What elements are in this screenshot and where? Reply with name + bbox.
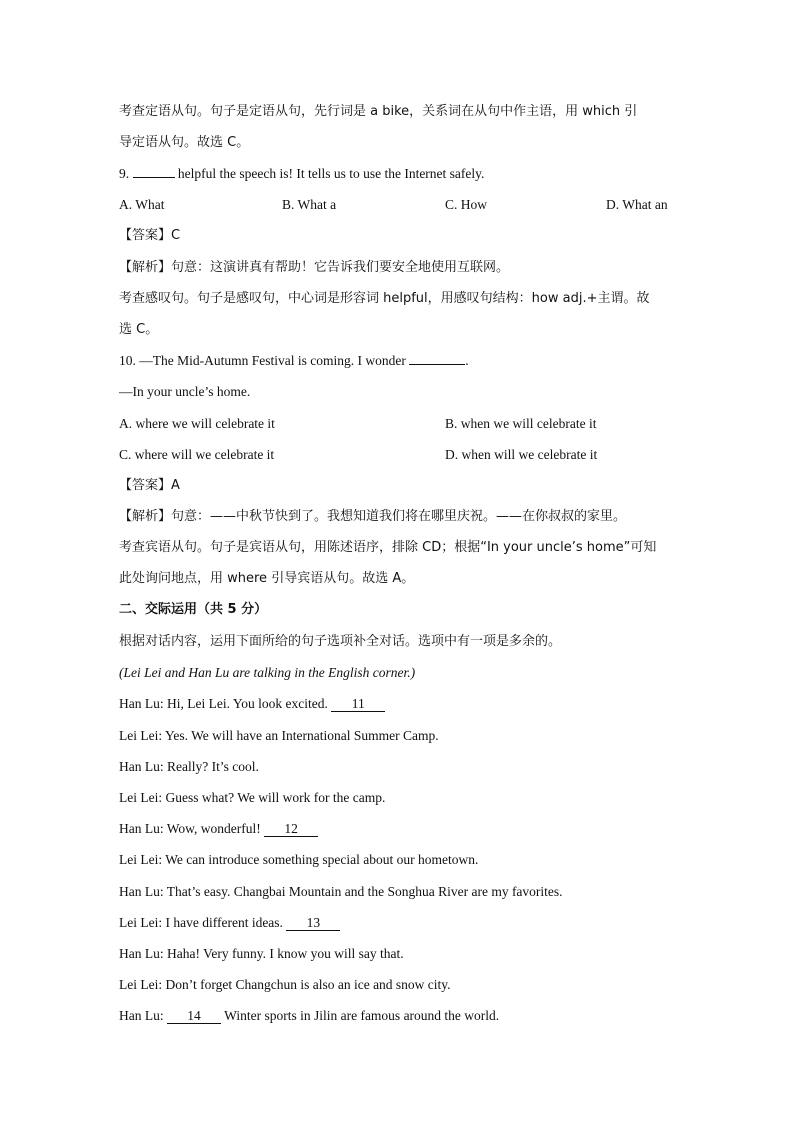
utterance: Guess what? We will work for the camp. xyxy=(165,790,386,805)
utterance: Haha! Very funny. I know you will say that. xyxy=(167,946,404,961)
dialogue-line-10 xyxy=(119,974,675,996)
question-9-analysis-1: 【解析】句意：这演讲真有帮助！它告诉我们要安全地使用互联网。 xyxy=(119,260,510,275)
speaker: Han Lu: xyxy=(119,759,164,774)
question-10-reply: —In your uncle’s home. xyxy=(119,384,251,399)
question-9-analysis-3: 选 C。 xyxy=(119,322,159,337)
blank-11: 11 xyxy=(331,697,385,712)
dialogue-line-4 xyxy=(119,787,675,809)
speaker: Lei Lei: xyxy=(119,790,163,805)
section-title: 二、交际运用（共 5 分） xyxy=(119,602,268,617)
dialogue-setting: (Lei Lei and Han Lu are talking in the English corner.) xyxy=(119,665,416,680)
speaker: Han Lu: xyxy=(119,821,164,836)
option-d: D. when will we celebrate it xyxy=(445,447,598,462)
prev-analysis-line-1: 考查定语从句。句子是定语从句，先行词是 a bike，关系词在从句中作主语，用 which 引 xyxy=(119,104,638,119)
question-9-number: 9. xyxy=(119,166,130,181)
utterance: We can introduce something special about our hometown. xyxy=(165,852,479,867)
speaker: Han Lu: xyxy=(119,696,164,711)
option-a: A. where we will celebrate it xyxy=(119,416,275,431)
option-b: B. What a xyxy=(282,197,337,212)
dialogue-line-5 xyxy=(119,818,675,840)
option-c: C. How xyxy=(445,197,488,212)
dialogue-line-1 xyxy=(119,693,675,715)
option-d: D. What an xyxy=(606,197,668,212)
utterance: Hi, Lei Lei. You look excited. xyxy=(167,696,328,711)
utterance: That’s easy. Changbai Mountain and the Songhua River are my favorites. xyxy=(166,884,563,899)
utterance: Don’t forget Changchun is also an ice and snow city. xyxy=(165,977,451,992)
utterance: Really? It’s cool. xyxy=(167,759,259,774)
dialogue-line-3 xyxy=(119,756,675,778)
option-c: C. where will we celebrate it xyxy=(119,447,275,462)
question-10 xyxy=(119,350,675,372)
dialogue-line-8 xyxy=(119,912,675,934)
question-10-analysis-3: 此处询问地点，用 where 引导宾语从句。故选 A。 xyxy=(119,571,415,586)
speaker: Lei Lei: xyxy=(119,915,163,930)
question-9-options xyxy=(119,194,675,216)
speaker: Han Lu: xyxy=(119,946,164,961)
question-9-answer: 【答案】C xyxy=(119,228,181,243)
dialogue-line-6 xyxy=(119,849,675,871)
utterance: I have different ideas. xyxy=(165,915,283,930)
dialogue-line-2 xyxy=(119,725,675,747)
blank-12: 12 xyxy=(264,822,318,837)
blank-14: 14 xyxy=(167,1009,221,1024)
dialogue-line-9 xyxy=(119,943,675,965)
question-10-analysis-1: 【解析】句意：——中秋节快到了。我想知道我们将在哪里庆祝。——在你叔叔的家里。 xyxy=(119,509,627,524)
question-10-analysis-2: 考查宾语从句。句子是宾语从句，用陈述语序，排除 CD；根据“In your uncle’s home”可知 xyxy=(119,540,657,555)
question-9-text: helpful the speech is! It tells us to use the Internet safely. xyxy=(174,166,485,181)
question-10-options-row-2 xyxy=(119,444,675,466)
question-9-blank xyxy=(133,163,175,178)
question-10-end: . xyxy=(465,353,469,368)
utterance: Winter sports in Jilin are famous around the world. xyxy=(224,1008,500,1023)
speaker: Lei Lei: xyxy=(119,852,163,867)
question-10-options-row-1 xyxy=(119,413,675,435)
utterance: Yes. We will have an International Summer Camp. xyxy=(164,728,439,743)
section-instruction: 根据对话内容，运用下面所给的句子选项补全对话。选项中有一项是多余的。 xyxy=(119,634,562,649)
speaker: Lei Lei: xyxy=(119,977,163,992)
option-a: A. What xyxy=(119,197,165,212)
question-9 xyxy=(119,163,675,185)
speaker: Han Lu: xyxy=(119,884,164,899)
question-10-text: 10. —The Mid-Autumn Festival is coming. I wonder xyxy=(119,353,410,368)
question-10-answer: 【答案】A xyxy=(119,478,180,493)
speaker: Lei Lei: xyxy=(119,728,163,743)
blank-13: 13 xyxy=(286,916,340,931)
option-b: B. when we will celebrate it xyxy=(445,416,597,431)
utterance: Wow, wonderful! xyxy=(166,821,261,836)
prev-analysis-line-2: 导定语从句。故选 C。 xyxy=(119,135,250,150)
question-10-blank xyxy=(409,350,465,365)
question-9-analysis-2: 考查感叹句。句子是感叹句，中心词是形容词 helpful，用感叹句结构：how adj.+主谓。故 xyxy=(119,291,650,306)
dialogue-line-11 xyxy=(119,1005,675,1027)
speaker: Han Lu: xyxy=(119,1008,164,1023)
dialogue-line-7 xyxy=(119,881,675,903)
